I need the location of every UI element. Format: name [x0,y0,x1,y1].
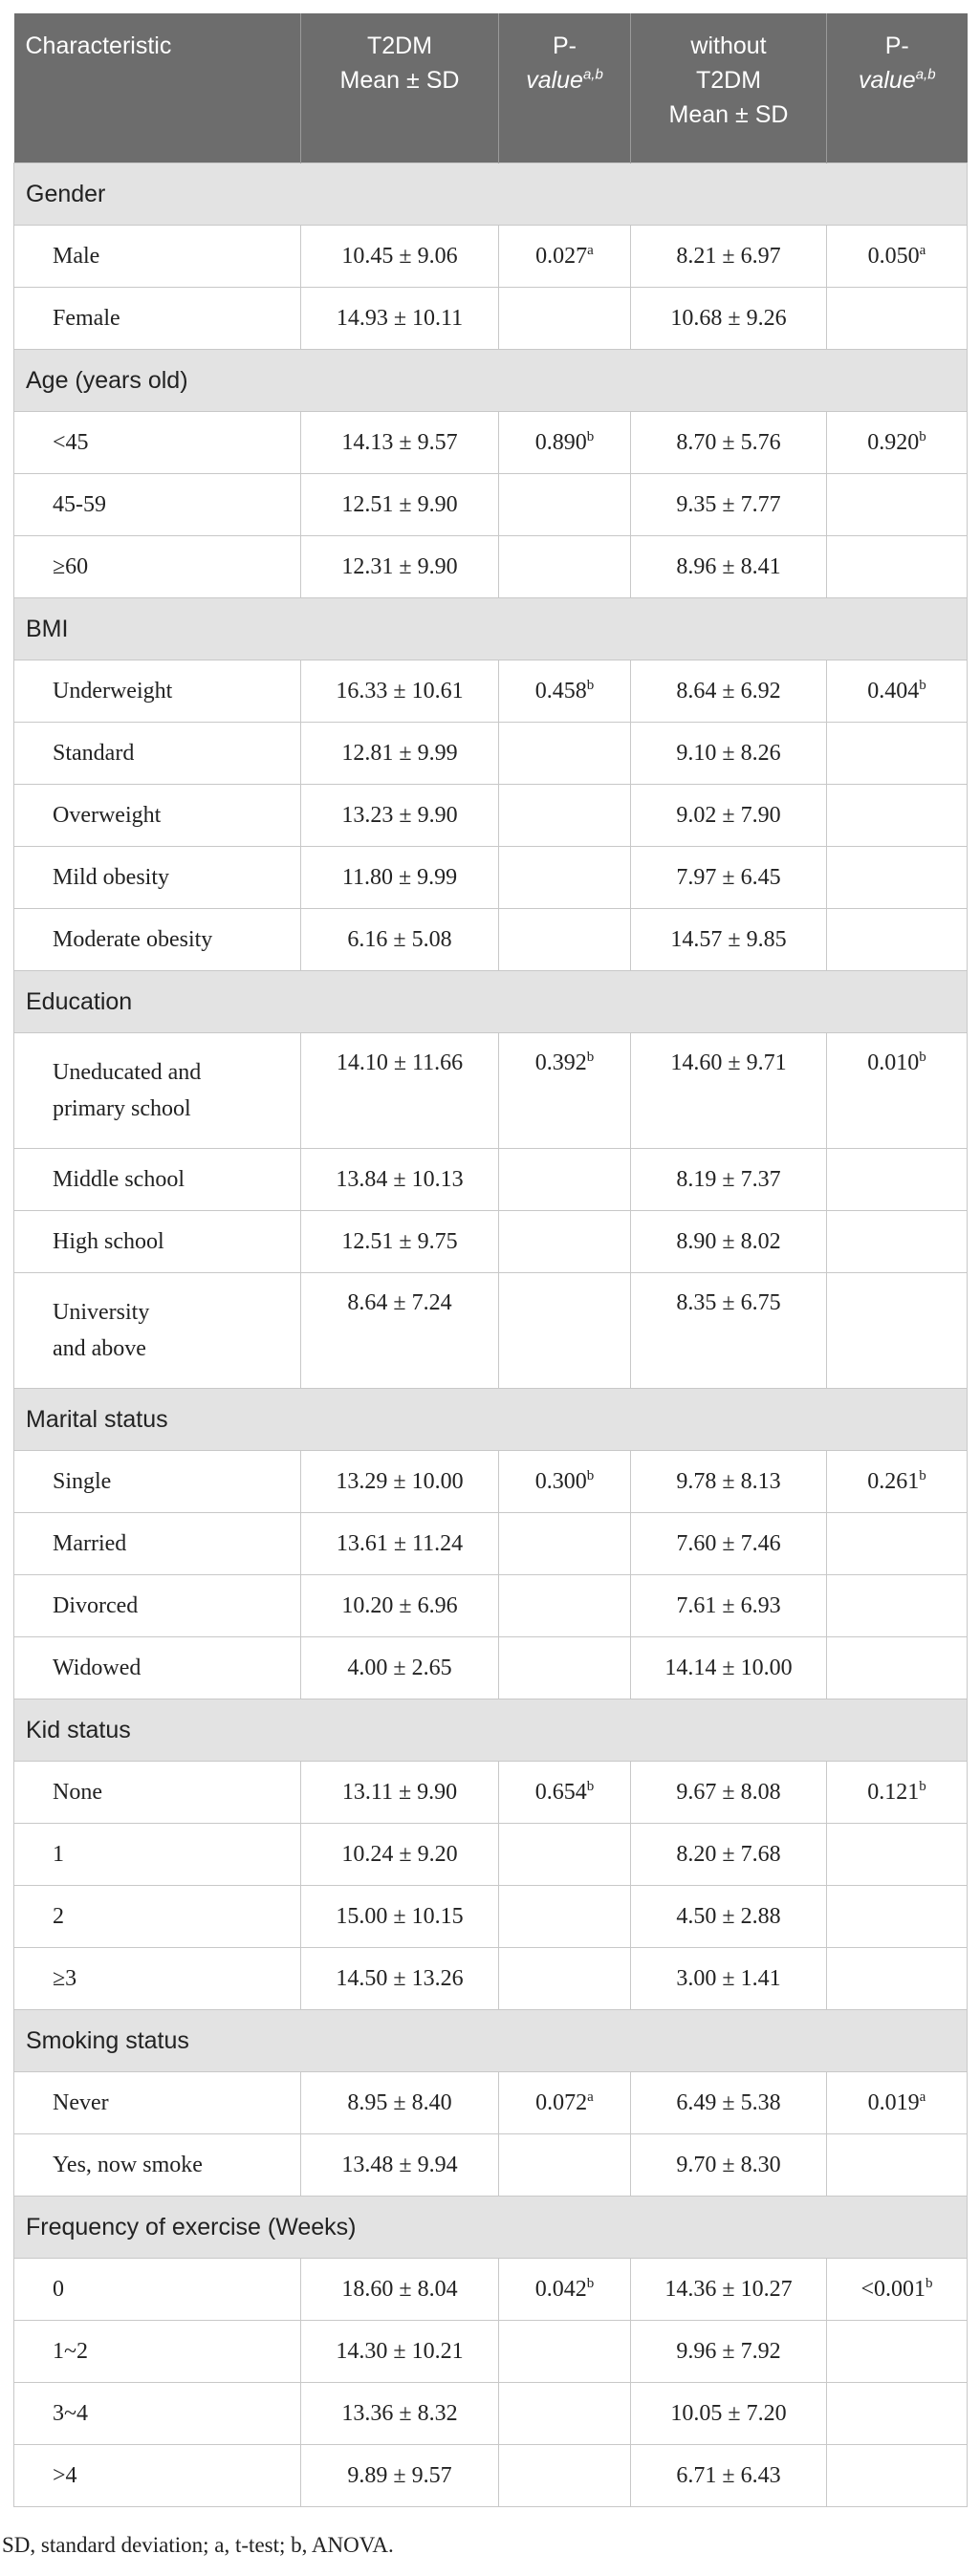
p-value-without-cell [827,226,968,288]
t2dm-mean-sd-cell: 14.93 ± 10.11 [301,288,499,350]
t2dm-mean-sd-cell: 13.11 ± 9.90 [301,1762,499,1824]
p-value-without-cell [827,2321,968,2383]
header-superscript-wrap [583,67,603,94]
p-value-without-cell [827,288,968,350]
t2dm-mean-sd-cell: 12.51 ± 9.75 [301,1211,499,1273]
p-value-without-cell [827,909,968,971]
without-t2dm-mean-sd-cell: 8.70 ± 5.76 [631,412,827,474]
p-value-text: 0.458 [534,678,587,704]
row-label [14,1033,301,1149]
section-title: Frequency of exercise (Weeks) [14,2197,968,2259]
header-superscript: a,b [582,66,603,83]
row-label: High school [14,1211,301,1273]
t2dm-mean-sd-cell: 8.95 ± 8.40 [301,2072,499,2134]
p-value-t2dm-cell [499,660,631,723]
p-value-t2dm-cell [499,1211,631,1273]
p-value-superscript: b [919,677,926,693]
row-label: ≥3 [14,1948,301,2010]
header-line: Mean ± SD [339,67,460,94]
section-title: Smoking status [14,2010,968,2072]
p-value-without-cell [827,2259,968,2321]
p-value-t2dm-cell [499,2383,631,2445]
p-value-without-cell [827,1824,968,1886]
row-label: <45 [14,412,301,474]
header-without-t2dm-mean-sd [631,13,827,163]
table-row [14,1513,968,1575]
table-row [14,288,968,350]
p-value-text: 0.261 [867,1468,920,1494]
without-t2dm-mean-sd-cell: 8.35 ± 6.75 [631,1273,827,1389]
t2dm-mean-sd-cell: 12.31 ± 9.90 [301,536,499,598]
t2dm-mean-sd-cell: 13.36 ± 8.32 [301,2383,499,2445]
table-footnote: SD, standard deviation; a, t-test; b, ANOVA. [2,2533,394,2557]
without-t2dm-mean-sd-cell: 9.70 ± 8.30 [631,2134,827,2197]
row-label: 1 [14,1824,301,1886]
without-t2dm-mean-sd-cell: 9.10 ± 8.26 [631,723,827,785]
section-row [14,2010,968,2072]
t2dm-mean-sd-cell: 6.16 ± 5.08 [301,909,499,971]
header-p-value-t2dm [499,13,631,163]
p-value-superscript: b [919,1778,926,1794]
p-value-t2dm-cell [499,1824,631,1886]
p-value-t2dm-cell [499,1149,631,1211]
t2dm-mean-sd-cell: 13.84 ± 10.13 [301,1149,499,1211]
section-row [14,2197,968,2259]
p-value-text: 0.027 [535,243,588,269]
p-value-without-cell [827,1948,968,2010]
table-row [14,1762,968,1824]
table-row [14,2259,968,2321]
row-label: Married [14,1513,301,1575]
row-label-line: primary school [53,1096,191,1121]
p-value-without-cell [827,1451,968,1513]
section-row [14,971,968,1033]
p-value-t2dm-cell [499,2072,631,2134]
table-row [14,1948,968,2010]
p-value-t2dm-cell [499,1033,631,1149]
t2dm-mean-sd-cell: 13.23 ± 9.90 [301,785,499,847]
t2dm-mean-sd-cell: 11.80 ± 9.99 [301,847,499,909]
p-value-superscript: b [586,677,595,693]
p-value-text: 0.050 [867,243,920,269]
p-value-superscript: b [586,1467,595,1483]
p-value-t2dm-cell [499,2445,631,2507]
t2dm-mean-sd-cell: 13.29 ± 10.00 [301,1451,499,1513]
p-value-without-cell [827,1637,968,1699]
without-t2dm-mean-sd-cell: 14.14 ± 10.00 [631,1637,827,1699]
p-value-without-cell [827,660,968,723]
header-line: P- [884,32,909,59]
section-title: Kid status [14,1699,968,1762]
header-line: value [526,67,583,94]
p-value-without-cell [827,1033,968,1149]
t2dm-mean-sd-cell: 8.64 ± 7.24 [301,1273,499,1389]
row-label-line: Uneducated and [53,1060,202,1085]
p-value-text: 0.300 [534,1468,587,1494]
table-row [14,660,968,723]
row-label: Male [14,226,301,288]
section-title: BMI [14,598,968,660]
row-label: Never [14,2072,301,2134]
section-row [14,163,968,226]
p-value-superscript: b [926,2275,933,2291]
header-characteristic [14,13,301,163]
without-t2dm-mean-sd-cell: 4.50 ± 2.88 [631,1886,827,1948]
without-t2dm-mean-sd-cell: 9.35 ± 7.77 [631,474,827,536]
header-line: P- [553,32,577,59]
p-value-t2dm-cell [499,1513,631,1575]
row-label: Divorced [14,1575,301,1637]
p-value-without-cell [827,847,968,909]
table-body [14,163,968,2507]
without-t2dm-mean-sd-cell: 8.19 ± 7.37 [631,1149,827,1211]
table-row [14,1451,968,1513]
table-row [14,1886,968,1948]
t2dm-mean-sd-cell: 12.51 ± 9.90 [301,474,499,536]
table-row [14,226,968,288]
p-value-t2dm-cell [499,1451,631,1513]
p-value-without-cell [827,412,968,474]
p-value-t2dm-cell [499,909,631,971]
p-value-superscript: b [919,1050,926,1065]
p-value-text: 0.042 [534,2276,587,2302]
without-t2dm-mean-sd-cell: 8.90 ± 8.02 [631,1211,827,1273]
without-t2dm-mean-sd-cell: 9.02 ± 7.90 [631,785,827,847]
without-t2dm-mean-sd-cell: 8.21 ± 6.97 [631,226,827,288]
table-row [14,2134,968,2197]
row-label: Yes, now smoke [14,2134,301,2197]
p-value-t2dm-cell [499,847,631,909]
without-t2dm-mean-sd-cell: 8.20 ± 7.68 [631,1824,827,1886]
without-t2dm-mean-sd-cell: 14.57 ± 9.85 [631,909,827,971]
table-row [14,2072,968,2134]
t2dm-mean-sd-cell: 14.30 ± 10.21 [301,2321,499,2383]
without-t2dm-mean-sd-cell: 10.68 ± 9.26 [631,288,827,350]
without-t2dm-mean-sd-cell: 8.96 ± 8.41 [631,536,827,598]
p-value-t2dm-cell [499,1762,631,1824]
without-t2dm-mean-sd-cell: 7.61 ± 6.93 [631,1575,827,1637]
p-value-t2dm-cell [499,1948,631,2010]
without-t2dm-mean-sd-cell: 7.97 ± 6.45 [631,847,827,909]
row-label: Underweight [14,660,301,723]
without-t2dm-mean-sd-cell: 7.60 ± 7.46 [631,1513,827,1575]
header-line: Mean ± SD [668,101,789,128]
section-row [14,1389,968,1451]
section-title: Marital status [14,1389,968,1451]
p-value-superscript: a [919,242,926,258]
row-label: Mild obesity [14,847,301,909]
p-value-text: 0.654 [534,1779,587,1805]
header-line: Characteristic [25,32,172,59]
p-value-without-cell [827,1575,968,1637]
t2dm-mean-sd-cell: 13.61 ± 11.24 [301,1513,499,1575]
p-value-superscript: b [586,1778,595,1794]
without-t2dm-mean-sd-cell: 9.96 ± 7.92 [631,2321,827,2383]
without-t2dm-mean-sd-cell: 6.71 ± 6.43 [631,2445,827,2507]
p-value-t2dm-cell [499,2321,631,2383]
row-label: Overweight [14,785,301,847]
t2dm-mean-sd-cell: 18.60 ± 8.04 [301,2259,499,2321]
p-value-t2dm-cell [499,288,631,350]
without-t2dm-mean-sd-cell: 9.67 ± 8.08 [631,1762,827,1824]
p-value-superscript: b [919,428,926,444]
t2dm-mean-sd-cell: 10.20 ± 6.96 [301,1575,499,1637]
t2dm-mean-sd-cell: 14.10 ± 11.66 [301,1033,499,1149]
p-value-without-cell [827,1211,968,1273]
results-table [13,13,968,2507]
p-value-without-cell [827,2134,968,2197]
p-value-t2dm-cell [499,1273,631,1389]
t2dm-mean-sd-cell: 14.13 ± 9.57 [301,412,499,474]
p-value-t2dm-cell [499,723,631,785]
without-t2dm-mean-sd-cell: 3.00 ± 1.41 [631,1948,827,2010]
table-row [14,2321,968,2383]
table-row [14,1824,968,1886]
t2dm-mean-sd-cell: 13.48 ± 9.94 [301,2134,499,2197]
table-row [14,847,968,909]
table-row [14,474,968,536]
p-value-without-cell [827,1762,968,1824]
row-label: 45-59 [14,474,301,536]
p-value-without-cell [827,2072,968,2134]
row-label: Female [14,288,301,350]
p-value-superscript: b [586,1050,595,1065]
table-row [14,1273,968,1389]
without-t2dm-mean-sd-cell: 9.78 ± 8.13 [631,1451,827,1513]
table-row [14,1211,968,1273]
p-value-text: 0.019 [867,2089,920,2115]
p-value-text: 0.890 [534,429,587,455]
t2dm-mean-sd-cell: 9.89 ± 9.57 [301,2445,499,2507]
section-title: Age (years old) [14,350,968,412]
p-value-t2dm-cell [499,536,631,598]
p-value-text: 0.920 [867,429,920,455]
without-t2dm-mean-sd-cell: 14.60 ± 9.71 [631,1033,827,1149]
p-value-superscript: b [586,2275,595,2291]
t2dm-mean-sd-cell: 15.00 ± 10.15 [301,1886,499,1948]
row-label: Middle school [14,1149,301,1211]
without-t2dm-mean-sd-cell: 14.36 ± 10.27 [631,2259,827,2321]
header-superscript-wrap [916,67,936,94]
table-row [14,2383,968,2445]
row-label: ≥60 [14,536,301,598]
header-line: T2DM [366,32,433,59]
p-value-text: 0.010 [867,1050,920,1075]
row-label: None [14,1762,301,1824]
header-line: value [858,67,916,94]
header-superscript: a,b [915,66,936,83]
p-value-superscript: a [919,2089,926,2105]
row-label: 0 [14,2259,301,2321]
p-value-superscript: b [919,1467,926,1483]
row-label-line: and above [53,1336,146,1361]
row-label: Moderate obesity [14,909,301,971]
t2dm-mean-sd-cell: 16.33 ± 10.61 [301,660,499,723]
header-p-value-without [827,13,968,163]
p-value-t2dm-cell [499,1637,631,1699]
p-value-text: 0.392 [534,1050,587,1075]
row-label-line: University [53,1300,150,1325]
row-label [14,1273,301,1389]
row-label: Standard [14,723,301,785]
p-value-t2dm-cell [499,785,631,847]
table-row [14,909,968,971]
p-value-without-cell [827,1273,968,1389]
p-value-without-cell [827,536,968,598]
p-value-t2dm-cell [499,412,631,474]
row-label: 1~2 [14,2321,301,2383]
p-value-text: <0.001 [860,2276,926,2302]
row-label: 3~4 [14,2383,301,2445]
p-value-without-cell [827,1513,968,1575]
p-value-t2dm-cell [499,226,631,288]
p-value-without-cell [827,723,968,785]
p-value-superscript: a [587,242,594,258]
p-value-superscript: a [587,2089,594,2105]
p-value-superscript: b [586,428,595,444]
without-t2dm-mean-sd-cell: 8.64 ± 6.92 [631,660,827,723]
p-value-t2dm-cell [499,1886,631,1948]
p-value-without-cell [827,2383,968,2445]
t2dm-mean-sd-cell: 10.24 ± 9.20 [301,1824,499,1886]
section-row [14,1699,968,1762]
p-value-without-cell [827,474,968,536]
p-value-text: 0.072 [535,2089,588,2115]
table-row [14,1149,968,1211]
section-title: Education [14,971,968,1033]
p-value-t2dm-cell [499,2134,631,2197]
table-row [14,412,968,474]
t2dm-mean-sd-cell: 4.00 ± 2.65 [301,1637,499,1699]
p-value-t2dm-cell [499,2259,631,2321]
table-row [14,723,968,785]
section-row [14,350,968,412]
p-value-text: 0.404 [867,678,920,704]
row-label: Widowed [14,1637,301,1699]
header-line: without [690,32,767,59]
table-header-row [14,13,968,163]
p-value-without-cell [827,785,968,847]
p-value-without-cell [827,1886,968,1948]
header-line: T2DM [695,67,762,94]
t2dm-mean-sd-cell: 10.45 ± 9.06 [301,226,499,288]
header-t2dm-mean-sd [301,13,499,163]
table-row [14,2445,968,2507]
table-row [14,1637,968,1699]
row-label: Single [14,1451,301,1513]
table-row [14,785,968,847]
section-title: Gender [14,163,968,226]
p-value-t2dm-cell [499,1575,631,1637]
t2dm-mean-sd-cell: 14.50 ± 13.26 [301,1948,499,2010]
p-value-without-cell [827,1149,968,1211]
table-row [14,536,968,598]
section-row [14,598,968,660]
p-value-without-cell [827,2445,968,2507]
table-row [14,1575,968,1637]
row-label: 2 [14,1886,301,1948]
p-value-text: 0.121 [867,1779,920,1805]
without-t2dm-mean-sd-cell: 6.49 ± 5.38 [631,2072,827,2134]
p-value-t2dm-cell [499,474,631,536]
table-row [14,1033,968,1149]
row-label: >4 [14,2445,301,2507]
without-t2dm-mean-sd-cell: 10.05 ± 7.20 [631,2383,827,2445]
t2dm-mean-sd-cell: 12.81 ± 9.99 [301,723,499,785]
